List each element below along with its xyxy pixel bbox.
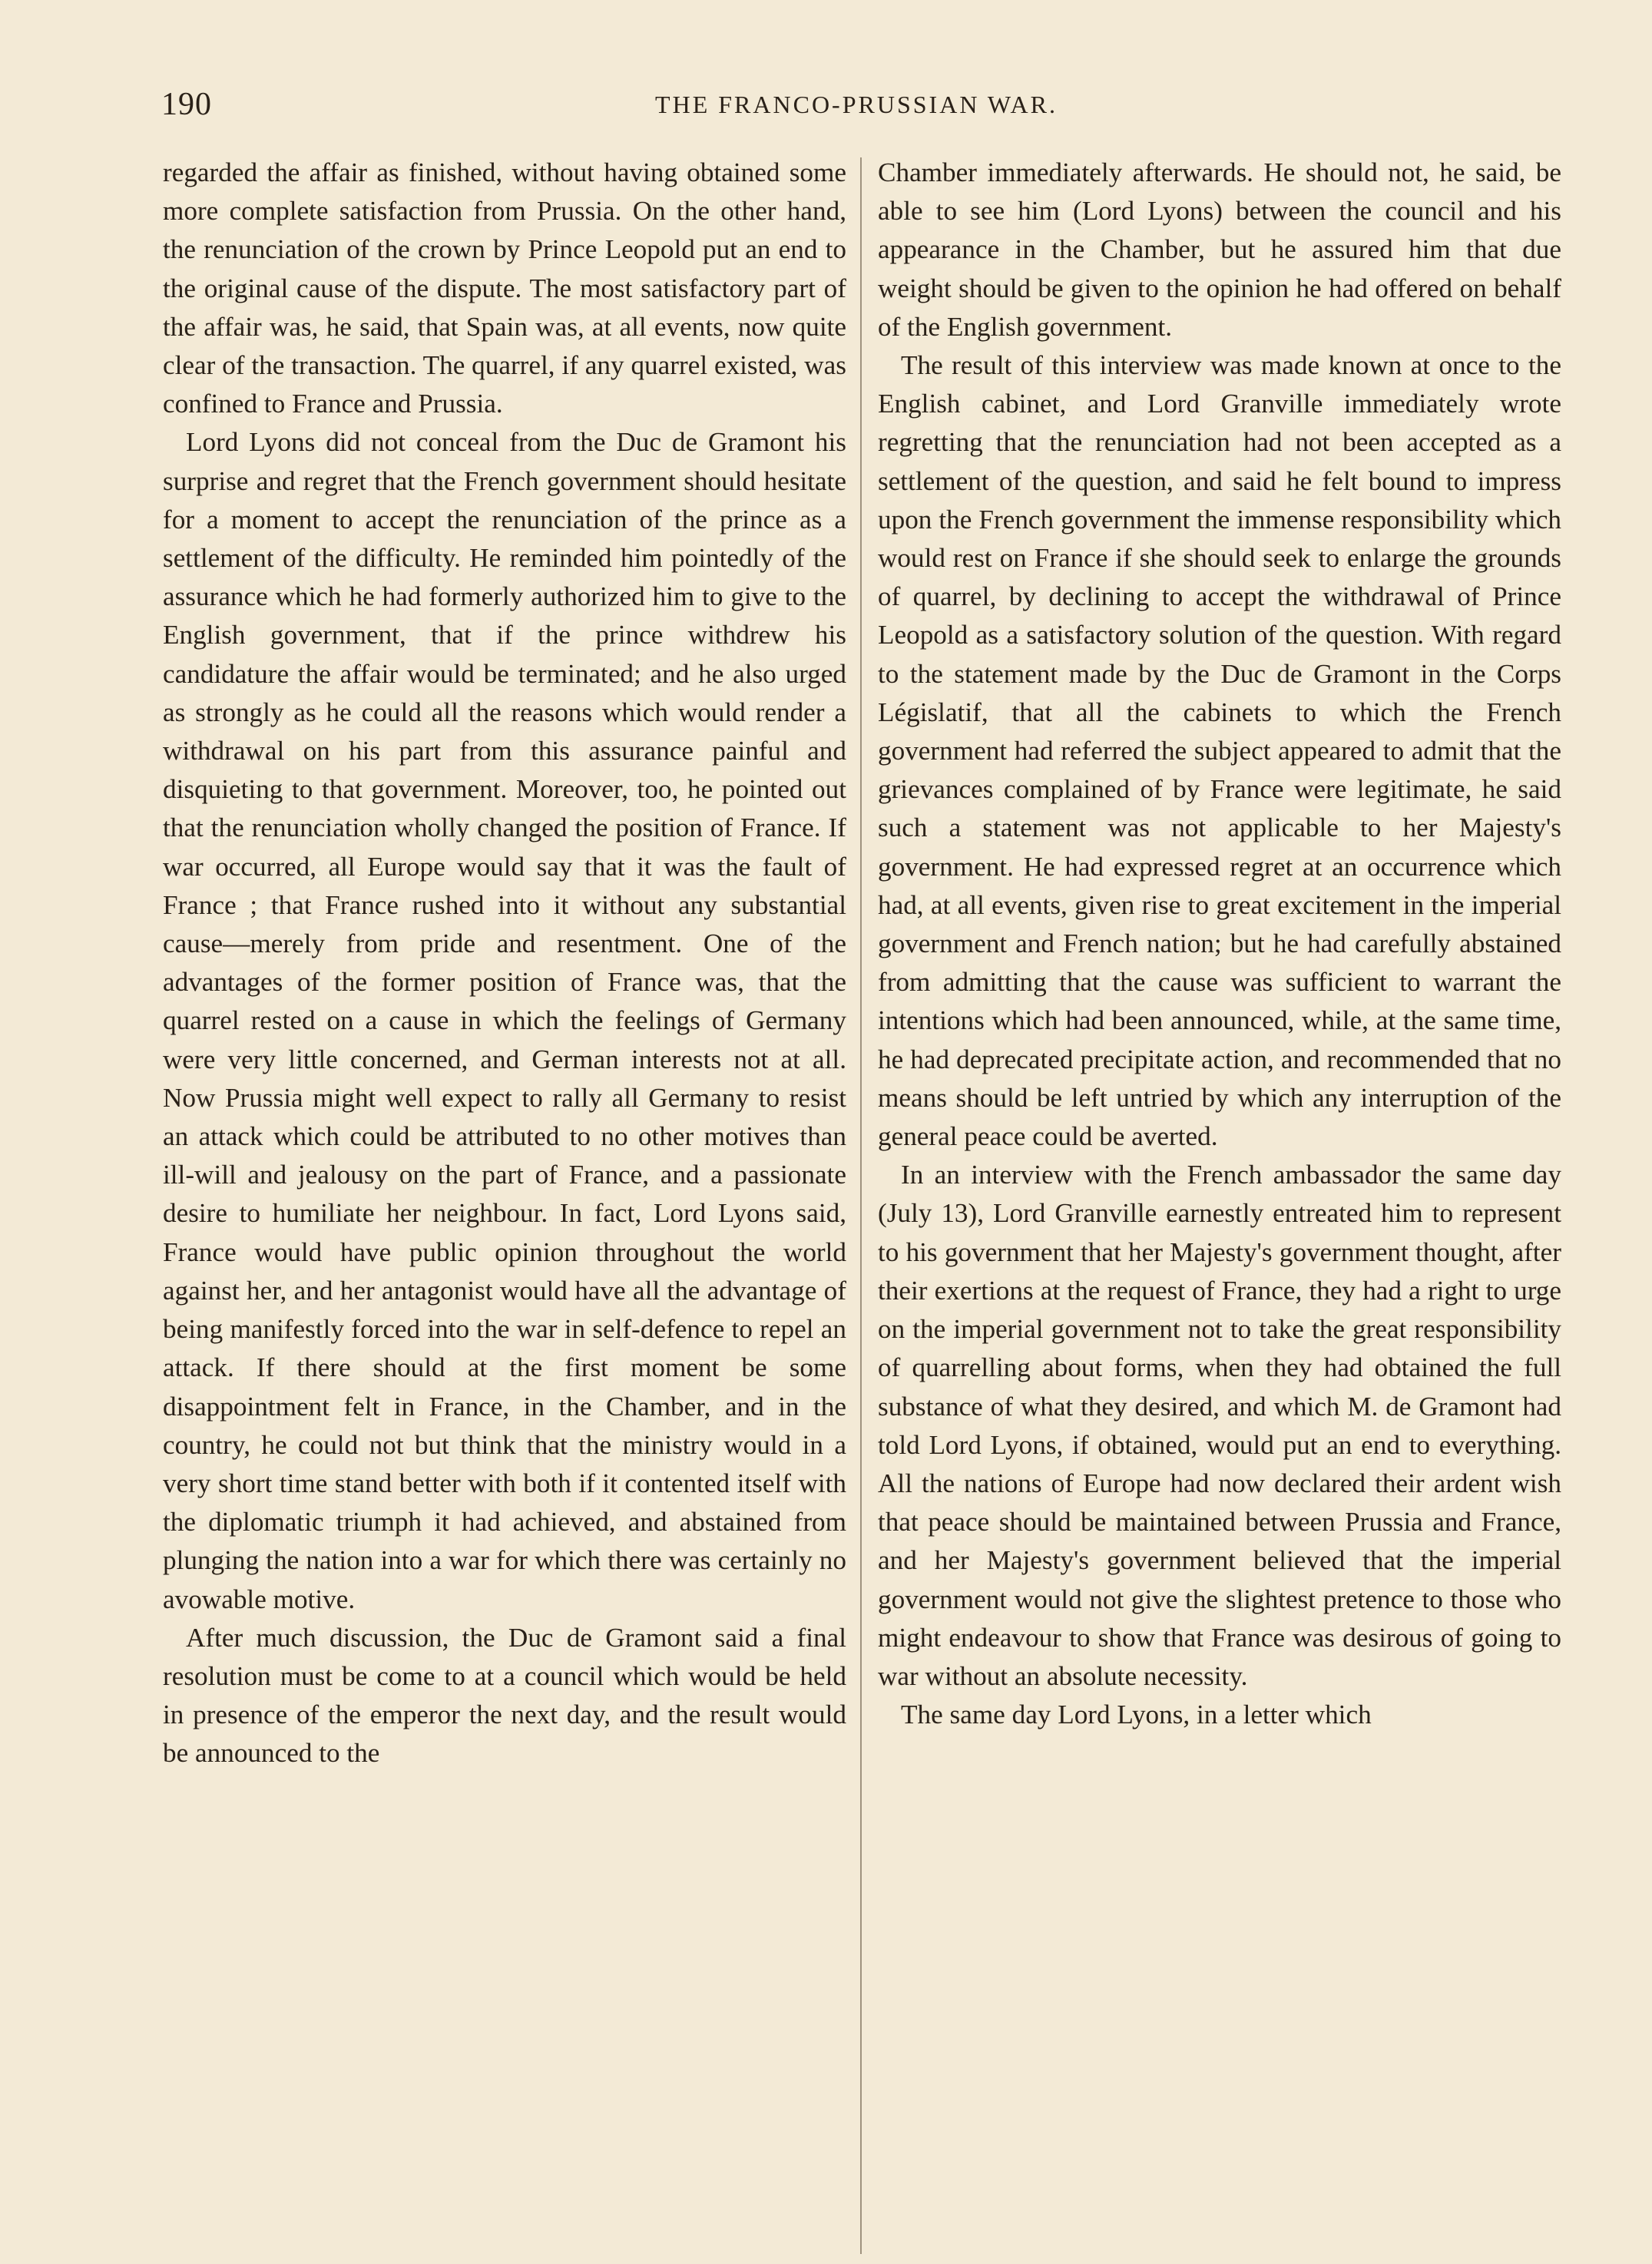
paragraph: In an interview with the French ambassador the same day (July 13), Lord Granville earnestly entreated him to represent to his government that her Majesty's government thought, after their exertions at the request of France, they had a right to urge on the imperial government not to take the great responsibility of quarrelling about forms, when they had obtained the full substance of what they desired, and which M. de Gramont had told Lord Lyons, if obtained, would put an end to everything. All the nations of Europe had now declared their ardent wish that peace should be maintained between Prussia and France, and her Majesty's government believed that the imperial government would not give the slightest pretence to those who might endeavour to show that France was desirous of going to war without an absolute necessity. (878, 1160, 1561, 1691)
right-column (878, 154, 1561, 1734)
paragraph: regarded the affair as finished, without having obtained some more complete satisfaction from Prussia. On the other hand, the renunciation of the crown by Prince Leopold put an end to the original cause of the dispute. The most satisfactory part of the affair was, he said, that Spain was, at all events, now quite clear of the transaction. The quarrel, if any quarrel existed, was confined to France and Prussia. (163, 157, 846, 419)
column-divider (860, 157, 862, 2254)
page-header (161, 86, 1551, 132)
page-number: 190 (161, 87, 212, 122)
left-column (163, 154, 846, 1773)
running-title: THE FRANCO-PRUSSIAN WAR. (655, 91, 1058, 118)
paragraph: The result of this interview was made known at once to the English cabinet, and Lord Granville immediately wrote regretting that the renunciation had not been accepted as a settlement of the question, and said he felt bound to impress upon the French government the immense responsibility which would rest on France if she should seek to enlarge the grounds of quarrel, by declining to accept the withdrawal of Prince Leopold as a satisfactory solution of the question. With regard to the statement made by the Duc de Gramont in the Corps Législatif, that all the cabinets to which the French government had referred the subject appeared to admit that the grievances complained of by France were legitimate, he said such a statement was not applicable to her Majesty's government. He had expressed regret at an occurrence which had, at all events, given rise to great excitement in the imperial government and French nation; but he had carefully abstained from admitting that the cause was sufficient to warrant the intentions which had been announced, while, at the same time, he had deprecated precipitate action, and recommended that no means should be left untried by which any interruption of the general peace could be averted. (878, 350, 1561, 1152)
paragraph: Lord Lyons did not conceal from the Duc de Gramont his surprise and regret that the French government should hesitate for a moment to accept the renunciation of the prince as a settlement of the difficulty. He reminded him pointedly of the assurance which he had formerly authorized him to give to the English government, that if the prince withdrew his candidature the affair would be terminated; and he also urged as strongly as he could all the reasons which would render a withdrawal on his part from this assurance painful and disquieting to that government. Moreover, too, he pointed out that the renunciation wholly changed the position of France. If war occurred, all Europe would say that it was the fault of France ; that France rushed into it without any substantial cause—merely from pride and resentment. One of the advantages of the former position of France was, that the quarrel rested on a cause in which the feelings of Germany were very little concerned, and German interests not at all. Now Prussia might well expect to rally all Germany to resist an attack which could be attributed to no other motives than ill-will and jealousy on the part of France, and a passionate desire to humiliate her neighbour. In fact, Lord Lyons said, France would have public opinion throughout the world against her, and her antagonist would have all the advantage of being manifestly forced into the war in self-defence to repel an attack. If there should at the first moment be some disappointment felt in France, in the Chamber, and in the country, he could not but think that the ministry would in a very short time stand better with both if it contented itself with the diplomatic triumph it had achieved, and abstained from plunging the nation into a war for which there was certainly no avowable motive. (163, 427, 846, 1614)
paragraph: Chamber immediately afterwards. He should not, he said, be able to see him (Lord Lyons) between the council and his appearance in the Chamber, but he assured him that due weight should be given to the opinion he had offered on behalf of the English government. (878, 157, 1561, 342)
paragraph: After much discussion, the Duc de Gramont said a final resolution must be come to at a council which would be held in presence of the emperor the next day, and the result would be announced to the (163, 1622, 846, 1769)
paragraph: The same day Lord Lyons, in a letter which (901, 1700, 1372, 1730)
